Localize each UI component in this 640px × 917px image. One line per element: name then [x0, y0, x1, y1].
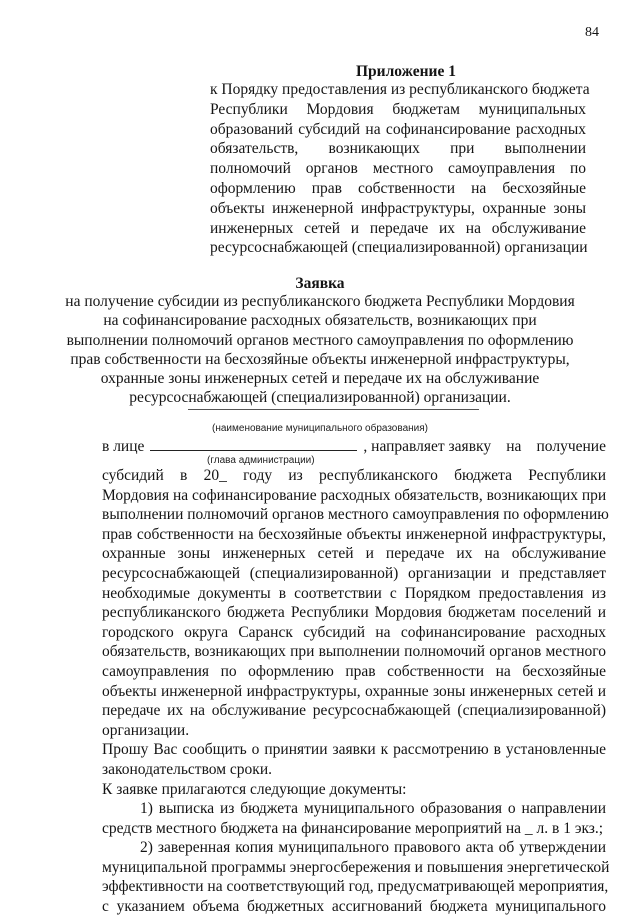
item-2-line: муниципальной программы энергосбережения и повышения энергетической [102, 858, 610, 876]
item-1-line-last: средств местного бюджета на финансирование мероприятий на _ л. в 1 экз.; [102, 819, 604, 837]
appendix-line: Республики Мордовия бюджетам муниципальных [210, 100, 586, 118]
request-line: Прошу Вас сообщить о принятии заявки к рассмотрению в установленные [102, 741, 606, 759]
appendix-line: ресурсоснабжающей (специализированной) организации [210, 239, 588, 257]
application-subject-line: на получение субсидии из республиканского бюджета Республики Мордовия [65, 293, 575, 310]
appendix-line: объекты инженерной инфраструктуры, охранные зоны [210, 199, 586, 217]
item-1-line: 1) выписка из бюджета муниципального образования о направлении [140, 800, 606, 818]
body-line: охранные зоны инженерных сетей и передаче их на обслуживание [102, 545, 606, 563]
application-subject-line: прав собственности на бесхозяйные объекты инженерной инфраструктуры, [70, 350, 570, 368]
page-number: 84 [585, 25, 599, 40]
municipality-blank-line [188, 409, 479, 410]
word-receive: получение [536, 438, 606, 455]
appendix-line: полномочий органов местного самоуправления по [210, 160, 586, 178]
body-line: прав собственности на бесхозяйные объекты инженерной инфраструктуры, [102, 525, 606, 543]
attached-documents-heading: К заявке прилагаются следующие документы: [102, 780, 407, 798]
body-line: ресурсоснабжающей (специализированной) организации и представляет [102, 564, 606, 582]
head-caption: (глава администрации) [207, 455, 315, 466]
in-person-line [102, 436, 606, 456]
application-subject-line: выполнении полномочий органов местного самоуправления по оформлению [66, 331, 574, 349]
item-2-line: эффективности на соответствующий год, предусматривающей мероприятия, [102, 878, 609, 896]
appendix-title: Приложение 1 [356, 63, 456, 80]
in-person-rest [363, 438, 606, 456]
body-line: республиканского бюджета Республики Мордовия бюджетам поселений и [102, 604, 606, 622]
appendix-line: оформлению прав собственности на бесхозяйные [210, 179, 586, 197]
body-line: обязательств, возникающих при выполнении полномочий органов местного [102, 643, 606, 661]
application-body [102, 466, 610, 917]
item-2-line: 2) заверенная копия муниципального правового акта об утверждении [140, 839, 606, 857]
body-line-last: организации. [102, 721, 190, 739]
body-line: самоуправления по оформлению прав собственности на бесхозяйные [102, 662, 606, 680]
application-subject [60, 292, 580, 408]
body-line: городского округа Саранск субсидий на софинансирование расходных [102, 623, 606, 641]
body-line: субсидий в 20_ году из республиканского бюджета Республики [102, 467, 606, 484]
body-line: Мордовия на софинансирование расходных обязательств, возникающих при [102, 486, 607, 504]
body-line: объекты инженерной инфраструктуры, охранные зоны инженерных сетей и [102, 682, 606, 700]
appendix-line: инженерных сетей и передаче их на обслуживание [210, 219, 586, 237]
sends-request-text: , направляет заявку [363, 438, 492, 455]
appendix-line: образований субсидий на софинансирование расходных [210, 120, 586, 138]
appendix-reference [210, 80, 590, 258]
body-line: необходимые документы в соответствии с Порядком предоставления из [102, 584, 606, 602]
appendix-line: к Порядку предоставления из республиканского бюджета [210, 81, 590, 98]
municipality-caption: (наименование муниципального образования) [212, 423, 428, 434]
application-heading: Заявка [295, 275, 345, 292]
in-person-label: в лице [102, 438, 145, 455]
appendix-line: обязательств, возникающих при выполнении [210, 140, 586, 158]
application-subject-line: ресурсоснабжающей (специализированной) организации. [129, 389, 511, 407]
item-2-line: с указанием объема бюджетных ассигнований бюджета муниципального [102, 898, 606, 916]
application-subject-line: на софинансирование расходных обязательств, возникающих при [103, 312, 537, 330]
application-subject-line: охранные зоны инженерных сетей и передаче их на обслуживание [100, 370, 540, 388]
request-line-last: законодательством сроки. [102, 760, 273, 778]
head-name-blank [150, 436, 357, 451]
body-line: передаче их на обслуживание ресурсоснабжающей (специализированной) [102, 702, 606, 720]
word-on: на [506, 438, 522, 455]
body-line: выполнении полномочий органов местного самоуправления по оформлению [102, 506, 609, 524]
